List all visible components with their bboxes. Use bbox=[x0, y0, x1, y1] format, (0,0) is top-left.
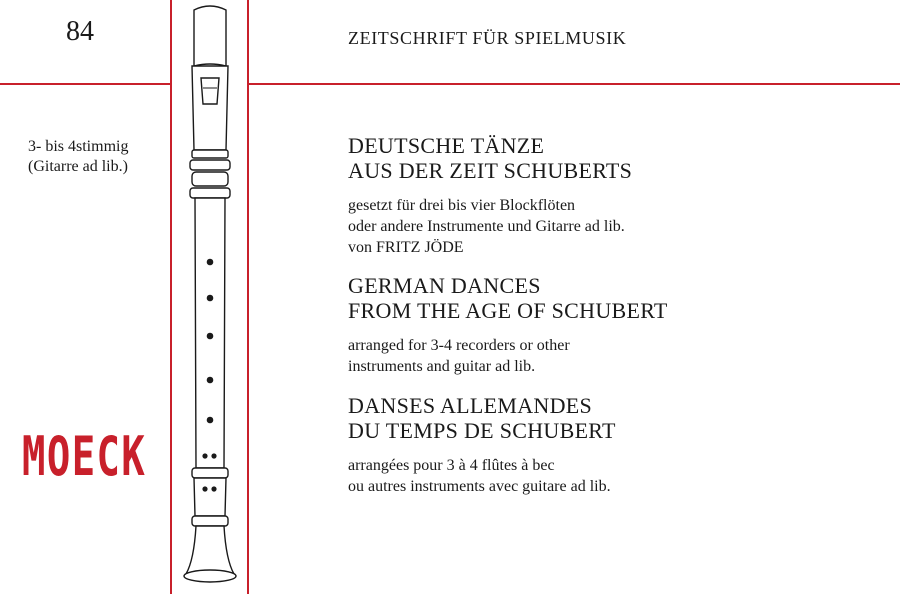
page-number: 84 bbox=[66, 16, 94, 47]
subtitle-line: instruments and guitar ad lib. bbox=[348, 358, 536, 375]
subtitle-line: oder andere Instrumente und Gitarre ad lib. bbox=[348, 218, 625, 235]
voicing-line-1: 3- bis 4stimmig bbox=[28, 138, 129, 155]
section-title bbox=[348, 393, 616, 443]
section-french bbox=[348, 393, 616, 497]
section-subtitle bbox=[348, 335, 668, 377]
section-german bbox=[348, 133, 632, 258]
title-line: DU TEMPS DE SCHUBERT bbox=[348, 418, 616, 443]
title-line: DEUTSCHE TÄNZE bbox=[348, 133, 545, 158]
section-subtitle bbox=[348, 455, 616, 497]
subtitle-line: von FRITZ JÖDE bbox=[348, 239, 464, 256]
title-line: GERMAN DANCES bbox=[348, 273, 541, 298]
title-line: AUS DER ZEIT SCHUBERTS bbox=[348, 158, 633, 183]
subtitle-line: arranged for 3-4 recorders or other bbox=[348, 337, 570, 354]
section-title bbox=[348, 133, 632, 183]
section-english bbox=[348, 273, 668, 377]
header-rule-right bbox=[247, 83, 900, 85]
title-line: DANSES ALLEMANDES bbox=[348, 393, 593, 418]
header-rule-left bbox=[0, 83, 172, 85]
section-subtitle bbox=[348, 195, 632, 258]
subtitle-line: gesetzt für drei bis vier Blockflöten bbox=[348, 197, 576, 214]
recorder-flute-icon bbox=[168, 0, 250, 594]
subtitle-line: arrangées pour 3 à 4 flûtes à bec bbox=[348, 457, 555, 474]
moeck-logo: MOECK bbox=[22, 425, 147, 488]
voicing-note bbox=[28, 137, 128, 177]
section-title bbox=[348, 273, 668, 323]
voicing-line-2: (Gitarre ad lib.) bbox=[28, 158, 128, 175]
title-line: FROM THE AGE OF SCHUBERT bbox=[348, 298, 668, 323]
subtitle-line: ou autres instruments avec guitare ad lib. bbox=[348, 478, 611, 495]
journal-title: ZEITSCHRIFT FÜR SPIELMUSIK bbox=[348, 28, 627, 48]
